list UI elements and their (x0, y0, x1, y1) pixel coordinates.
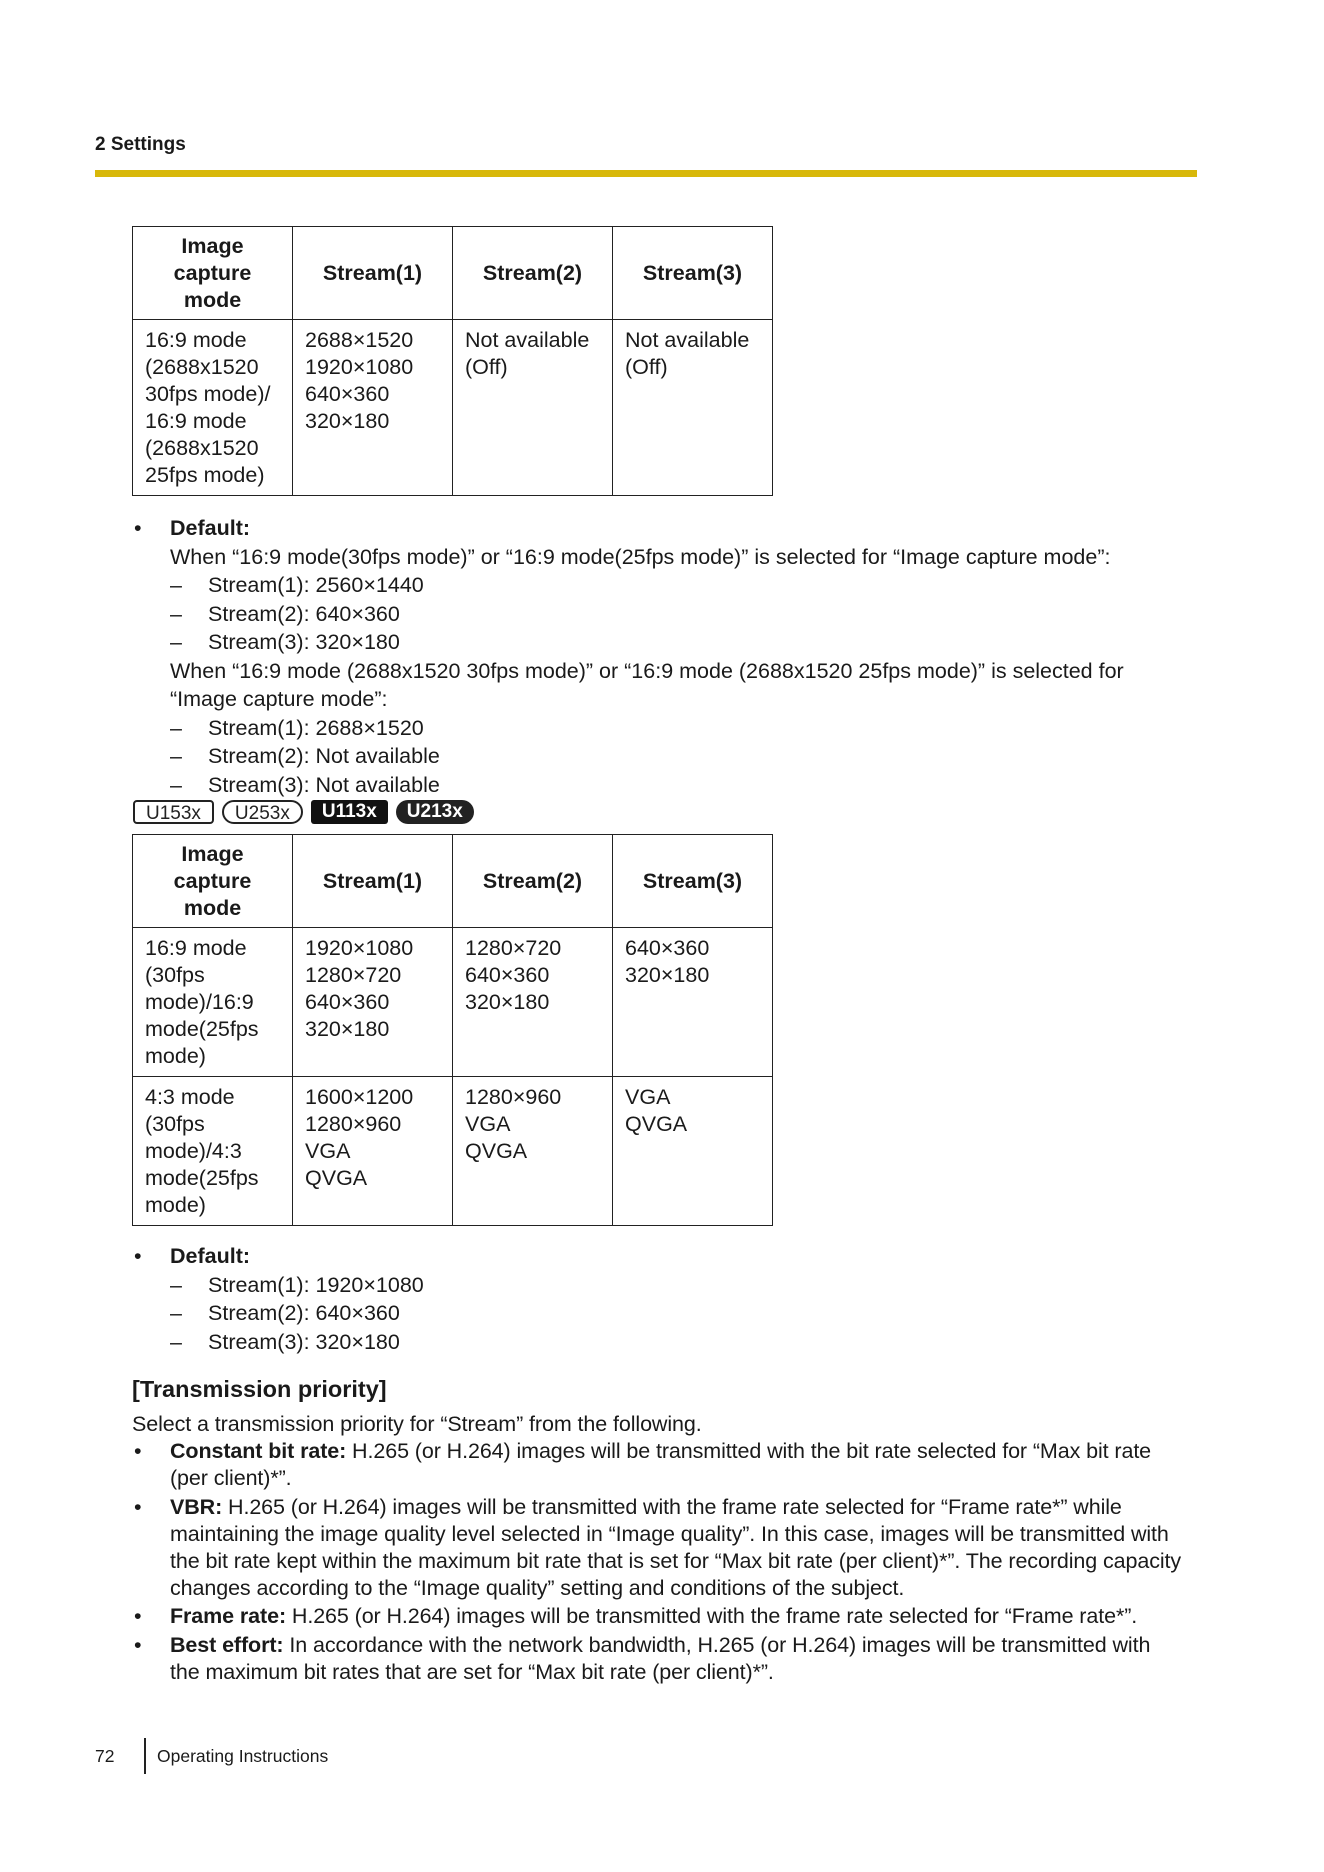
bullet-icon: • (134, 516, 142, 540)
table-header-row (133, 835, 773, 928)
cell-line: (30fps (145, 963, 205, 987)
cell-line: Not available (465, 328, 590, 352)
definition-line: In accordance with the network bandwidth, H.265 (or H.264) images will be transmitted with (283, 1632, 1151, 1657)
definition-line: H.265 (or H.264) images will be transmitted with the bit rate selected for “Max bit rate (346, 1439, 1152, 1464)
table-cell (453, 320, 613, 496)
cell-line: 1600×1200 (305, 1085, 414, 1109)
definition-line: (per client)*”. (170, 1466, 292, 1491)
col-header-image-capture-mode (133, 227, 293, 320)
term: Best effort: (170, 1632, 284, 1657)
header-line: Image (181, 233, 244, 258)
header-line: Stream(1) (322, 868, 423, 893)
footer-divider (144, 1738, 146, 1774)
section-heading: [Transmission priority] (132, 1376, 387, 1402)
table-cell (293, 320, 453, 496)
cell-line: QVGA (465, 1139, 528, 1163)
transmission-priority-list (132, 1411, 1212, 1686)
definition-line: H.265 (or H.264) images will be transmitted with the frame rate selected for “Frame rate*”. (286, 1604, 1138, 1629)
list-item: Stream(3): 320×180 (208, 1329, 400, 1354)
dash-icon: – (170, 1301, 182, 1325)
table-cell (133, 928, 293, 1077)
header-line: mode (183, 287, 242, 312)
cell-line: mode)/4:3 (145, 1139, 242, 1163)
definition-line: maintaining the image quality level selected in “Image quality”. In this case, images will be transmitted with (170, 1521, 1169, 1546)
table-header-row (133, 227, 773, 320)
cell-line: mode(25fps (145, 1017, 259, 1041)
table-cell (613, 1077, 773, 1226)
cell-line: 30fps mode)/ (145, 382, 271, 406)
cell-line: 640×360 (305, 990, 390, 1014)
stream-table-1 (132, 226, 773, 496)
table-row (133, 928, 773, 1077)
list-item (132, 1603, 1212, 1630)
section-header: 2 Settings (95, 134, 186, 155)
table-cell (613, 320, 773, 496)
cell-line: 16:9 mode (145, 409, 247, 433)
definition-line: the bit rate kept within the maximum bit rate that is set for “Max bit rate (per client)*”. The recording capacity (170, 1549, 1182, 1574)
dash-icon: – (170, 744, 182, 768)
cell-line: 320×180 (625, 963, 710, 987)
list-item: Stream(2): 640×360 (208, 1301, 400, 1325)
cell-line: 1280×720 (305, 963, 402, 987)
default-intro: When “16:9 mode(30fps mode)” or “16:9 mode(25fps mode)” is selected for “Image capture mode”: (170, 544, 1111, 569)
footer-title: Operating Instructions (157, 1746, 329, 1766)
header-line: Stream(2) (482, 868, 583, 893)
list-item (132, 1494, 1212, 1603)
col-header-image-capture-mode (133, 835, 293, 928)
table-cell (453, 1077, 613, 1226)
table-cell (293, 928, 453, 1077)
list-item: Stream(3): 320×180 (208, 630, 400, 654)
page-number: 72 (95, 1746, 115, 1766)
list-item: Stream(2): 640×360 (208, 601, 400, 626)
table-row (133, 320, 773, 496)
default-intro: “Image capture mode”: (170, 687, 388, 711)
table-cell (453, 928, 613, 1077)
dash-icon: – (170, 601, 182, 626)
table-row (133, 1077, 773, 1226)
list-item (132, 1632, 1212, 1686)
definition-line: changes according to the “Image quality” setting and conditions of the subject. (170, 1576, 905, 1601)
col-header-stream1 (293, 835, 453, 928)
header-rule (95, 170, 1197, 177)
dash-icon: – (170, 1329, 182, 1354)
transmission-intro: Select a transmission priority for “Stream” from the following. (132, 1412, 702, 1436)
definition-line: H.265 (or H.264) images will be transmitted with the frame rate selected for “Frame rate*” while (222, 1494, 1122, 1519)
table-cell (133, 1077, 293, 1226)
cell-line: 1920×1080 (305, 355, 414, 379)
cell-line: 4:3 mode (145, 1085, 235, 1109)
cell-line: 640×360 (625, 936, 710, 960)
cell-line: 25fps mode) (145, 463, 265, 487)
cell-line: Not available (625, 328, 750, 352)
cell-line: QVGA (625, 1112, 688, 1136)
bullet-icon: • (134, 1604, 142, 1629)
cell-line: 320×180 (465, 990, 550, 1014)
header-line: Stream(2) (482, 260, 583, 285)
dash-icon: – (170, 715, 182, 740)
list-item: Stream(1): 1920×1080 (208, 1272, 424, 1297)
cell-line: 320×180 (305, 1017, 390, 1041)
cell-line: (Off) (465, 355, 508, 379)
model-badges (133, 800, 474, 826)
cell-line: 1280×960 (305, 1112, 402, 1136)
cell-line: 1280×720 (465, 936, 562, 960)
header-line: capture (173, 260, 252, 285)
term: Frame rate: (170, 1604, 287, 1629)
cell-line: 1920×1080 (305, 936, 414, 960)
cell-line: (2688x1520 (145, 355, 259, 379)
dash-icon: – (170, 772, 182, 797)
model-badge: U153x (133, 800, 214, 824)
cell-line: VGA (305, 1139, 351, 1163)
header-line: Stream(1) (322, 260, 423, 285)
cell-line: 1280×960 (465, 1085, 562, 1109)
cell-line: mode) (145, 1044, 206, 1068)
header-line: Image (181, 841, 244, 866)
col-header-stream2 (453, 227, 613, 320)
default-label: Default: (170, 516, 251, 540)
term: VBR: (170, 1494, 223, 1519)
header-line: Stream(3) (642, 260, 743, 285)
bullet-icon: • (134, 1244, 142, 1268)
bullet-icon: • (134, 1439, 142, 1464)
default-intro: When “16:9 mode (2688x1520 30fps mode)” or “16:9 mode (2688x1520 25fps mode)” is selected for (170, 658, 1124, 683)
cell-line: mode) (145, 1193, 206, 1217)
default-label: Default: (170, 1244, 251, 1268)
cell-line: mode(25fps (145, 1166, 259, 1190)
dash-icon: – (170, 573, 182, 597)
table-cell (133, 320, 293, 496)
default-block-1 (132, 514, 1212, 799)
cell-line: (Off) (625, 355, 668, 379)
model-badge: U213x (396, 800, 474, 824)
term: Constant bit rate: (170, 1439, 347, 1464)
list-item (132, 1438, 1212, 1492)
list-item: Stream(2): Not available (208, 744, 440, 768)
col-header-stream3 (613, 227, 773, 320)
list-item: Stream(3): Not available (208, 772, 440, 797)
cell-line: (2688x1520 (145, 436, 259, 460)
col-header-stream3 (613, 835, 773, 928)
bullet-icon: • (134, 1632, 142, 1657)
table-cell (293, 1077, 453, 1226)
cell-line: QVGA (305, 1166, 368, 1190)
cell-line: 16:9 mode (145, 936, 247, 960)
table-cell (613, 928, 773, 1077)
cell-line: VGA (465, 1112, 511, 1136)
list-item: Stream(1): 2560×1440 (208, 573, 424, 597)
dash-icon: – (170, 1272, 182, 1297)
cell-line: 640×360 (465, 963, 550, 987)
cell-line: 16:9 mode (145, 328, 247, 352)
header-line: mode (183, 895, 242, 920)
dash-icon: – (170, 630, 182, 654)
definition-line: the maximum bit rates that are set for “Max bit rate (per client)*”. (170, 1659, 774, 1684)
model-badge: U253x (222, 800, 303, 824)
cell-line: (30fps (145, 1112, 205, 1136)
default-block-2 (132, 1242, 1212, 1356)
header-line: Stream(3) (642, 868, 743, 893)
cell-line: 320×180 (305, 409, 390, 433)
model-badge: U113x (311, 800, 388, 824)
cell-line: 2688×1520 (305, 328, 414, 352)
cell-line: 640×360 (305, 382, 390, 406)
cell-line: mode)/16:9 (145, 990, 254, 1014)
list-item: Stream(1): 2688×1520 (208, 715, 424, 740)
bullet-icon: • (134, 1494, 142, 1519)
cell-line: VGA (625, 1085, 671, 1109)
col-header-stream1 (293, 227, 453, 320)
stream-table-2 (132, 834, 773, 1226)
col-header-stream2 (453, 835, 613, 928)
header-line: capture (173, 868, 252, 893)
